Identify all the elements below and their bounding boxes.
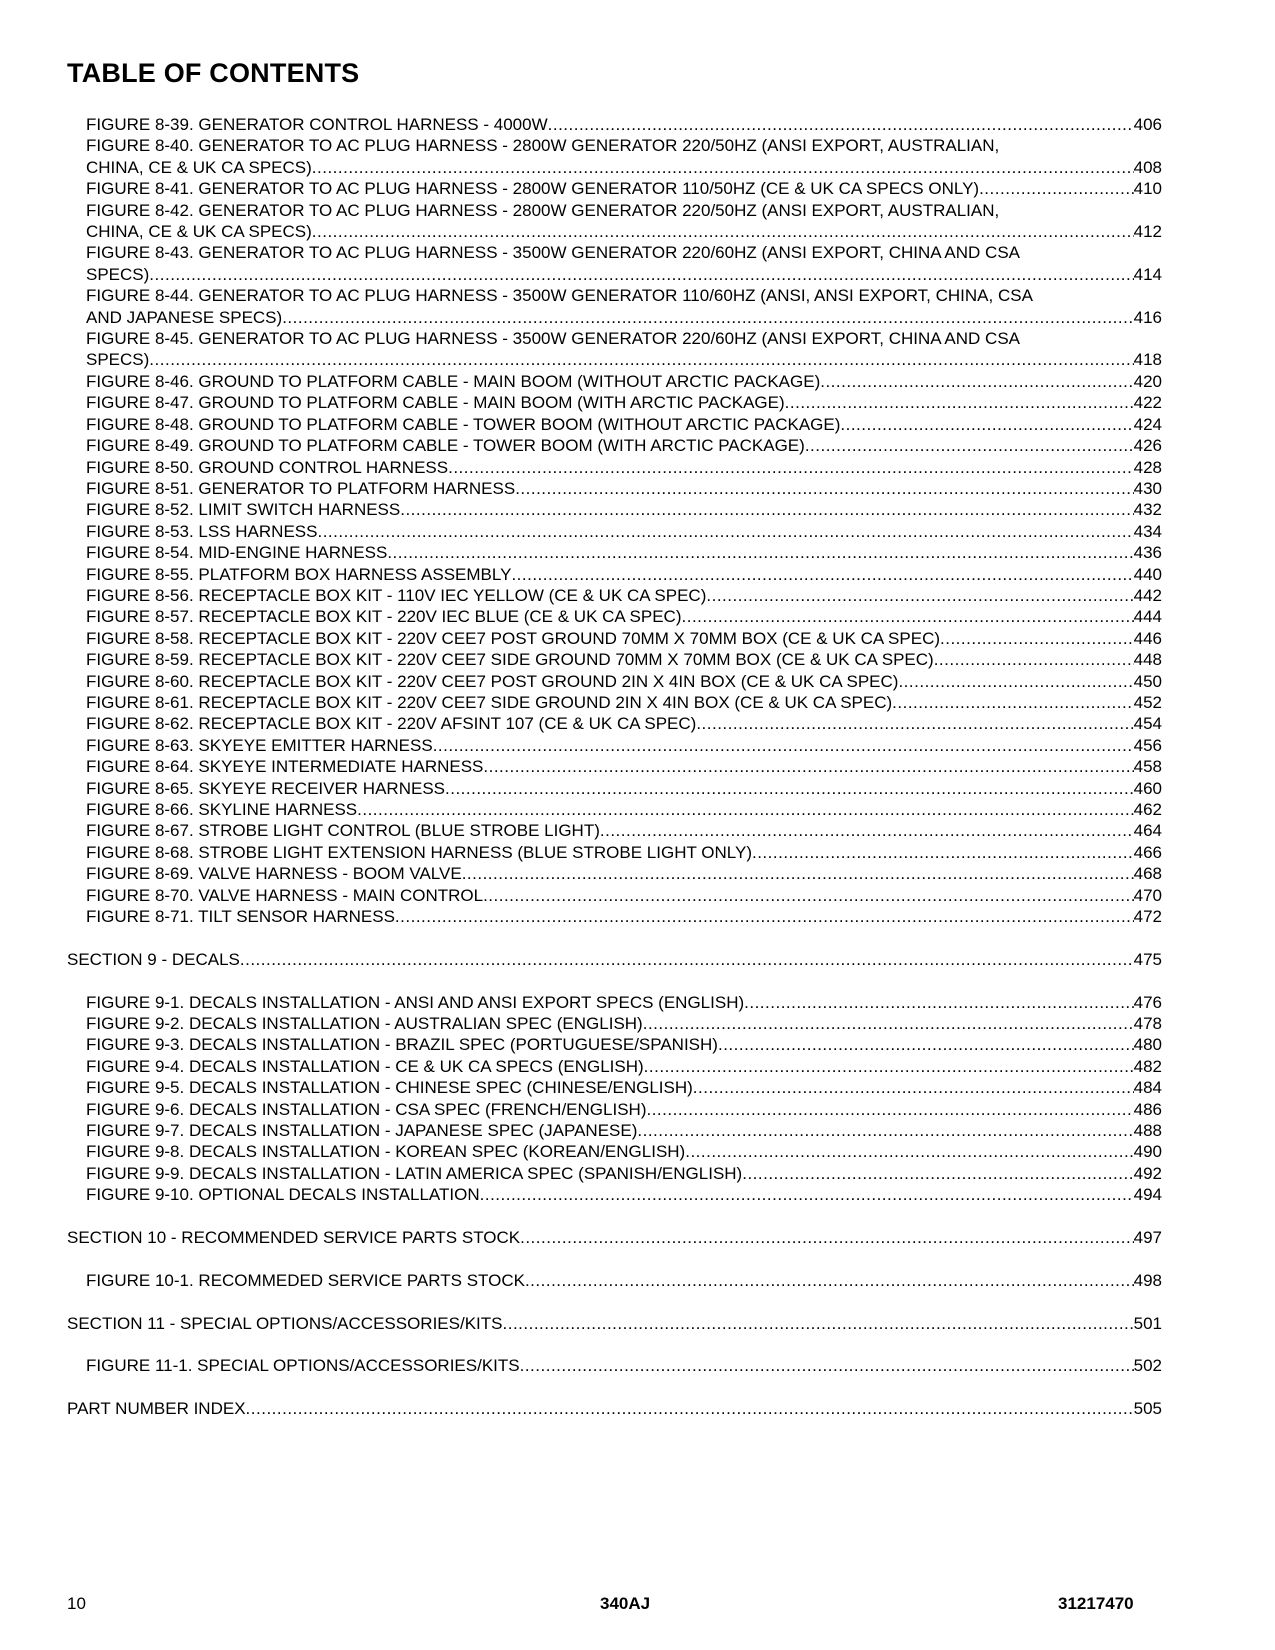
toc-entry-row (86, 307, 1162, 328)
toc-entry-row (86, 1099, 1162, 1120)
toc-entry-title: FIGURE 8-52. LIMIT SWITCH HARNESS (86, 500, 401, 520)
toc-entry-title: FIGURE 9-5. DECALS INSTALLATION - CHINESE SPEC (CHINESE/ENGLISH) (86, 1078, 693, 1098)
toc-page-number: 478 (1133, 1014, 1162, 1034)
dot-leader (979, 178, 1134, 199)
toc-page-number: 442 (1133, 585, 1162, 605)
dot-leader (548, 114, 1134, 135)
toc-entry-title: SECTION 10 - RECOMMENDED SERVICE PARTS STOCK (67, 1228, 521, 1248)
toc-entry-title: FIGURE 8-61. RECEPTACLE BOX KIT - 220V CEE7 SIDE GROUND 2IN X 4IN BOX (CE & UK CA SPEC) (86, 692, 893, 712)
toc-entry-row (86, 499, 1162, 520)
toc-entry-title: FIGURE 9-6. DECALS INSTALLATION - CSA SPEC (FRENCH/ENGLISH) (86, 1099, 647, 1119)
toc-entry-title: FIGURE 9-10. OPTIONAL DECALS INSTALLATION (86, 1185, 480, 1205)
toc-entry-title: FIGURE 8-53. LSS HARNESS (86, 521, 318, 541)
toc-entry-title: FIGURE 11-1. SPECIAL OPTIONS/ACCESSORIES/KITS (86, 1356, 520, 1376)
toc-entry-title: SECTION 9 - DECALS (67, 949, 240, 969)
toc-entry-row (86, 820, 1162, 841)
toc-entry-title: FIGURE 8-50. GROUND CONTROL HARNESS (86, 457, 449, 477)
toc-entry-row (86, 671, 1162, 692)
dot-leader (940, 628, 1134, 649)
dot-leader (682, 606, 1134, 627)
toc-figure-entry[interactable] (67, 1163, 1162, 1184)
toc-entry-row (86, 756, 1162, 777)
toc-entry-title: FIGURE 8-71. TILT SENSOR HARNESS (86, 907, 395, 927)
dot-leader (483, 756, 1133, 777)
toc-page-number: 464 (1133, 821, 1162, 841)
toc-figure-entry[interactable] (67, 820, 1162, 841)
toc-entry-title: CHINA, CE & UK CA SPECS) (86, 222, 312, 242)
toc-page-number: 446 (1133, 628, 1162, 648)
toc-page-number: 426 (1133, 436, 1162, 456)
dot-leader (644, 1056, 1134, 1077)
toc-entry-title-line: FIGURE 8-42. GENERATOR TO AC PLUG HARNESS - 2800W GENERATOR 220/50HZ (ANSI EXPORT, AUSTRALIAN, (86, 200, 1000, 220)
toc-entry-title: FIGURE 10-1. RECOMMEDED SERVICE PARTS STOCK (86, 1270, 525, 1290)
toc-entry-row (67, 1313, 1162, 1334)
toc-figure-entry[interactable] (67, 457, 1162, 478)
toc-entry-title: AND JAPANESE SPECS) (86, 307, 283, 327)
dot-leader (400, 499, 1133, 520)
toc-section-entry[interactable] (67, 1398, 1162, 1419)
toc-figure-entry[interactable] (67, 435, 1162, 456)
toc-entry-row (86, 1013, 1162, 1034)
dot-leader (445, 778, 1134, 799)
toc-entry-row (86, 392, 1162, 413)
toc-entry-row (86, 906, 1162, 927)
toc-entry-title: FIGURE 8-54. MID-ENGINE HARNESS (86, 543, 388, 563)
dot-leader (934, 649, 1134, 670)
toc-entry-title: FIGURE 8-59. RECEPTACLE BOX KIT - 220V CEE7 SIDE GROUND 70MM X 70MM BOX (CE & UK CA SPEC) (86, 650, 934, 670)
table-of-contents (67, 114, 1162, 1420)
toc-entry-title-line: FIGURE 8-45. GENERATOR TO AC PLUG HARNESS - 3500W GENERATOR 220/60HZ (ANSI EXPORT, CHINA AND CSA (86, 329, 1021, 349)
toc-entry-title: FIGURE 8-49. GROUND TO PLATFORM CABLE - TOWER BOOM (WITH ARCTIC PACKAGE) (86, 436, 805, 456)
toc-page-number: 406 (1133, 115, 1162, 134)
toc-page-number: 414 (1133, 264, 1162, 284)
toc-figure-entry[interactable] (67, 542, 1162, 563)
toc-page-number: 428 (1133, 457, 1162, 477)
toc-entry-title: FIGURE 9-7. DECALS INSTALLATION - JAPANESE SPEC (JAPANESE) (86, 1121, 638, 1141)
toc-page-number: 484 (1133, 1078, 1162, 1098)
dot-leader (395, 906, 1134, 927)
toc-entry-title: SECTION 11 - SPECIAL OPTIONS/ACCESSORIES/KITS (67, 1313, 503, 1333)
toc-page-number: 460 (1133, 778, 1162, 798)
toc-page-number: 486 (1133, 1099, 1162, 1119)
toc-entry-row (86, 542, 1162, 563)
toc-entry-title: SPECS) (86, 350, 150, 370)
toc-page-number: 432 (1133, 500, 1162, 520)
toc-page-number: 502 (1133, 1356, 1162, 1376)
toc-entry-row (86, 1056, 1162, 1077)
toc-entry-row (86, 842, 1162, 863)
toc-figure-entry[interactable] (67, 585, 1162, 606)
toc-figure-entry[interactable] (67, 1099, 1162, 1120)
toc-entry-title: PART NUMBER INDEX (67, 1399, 246, 1419)
dot-leader (149, 264, 1133, 285)
toc-entry-row (86, 114, 1162, 135)
toc-page-number: 440 (1133, 564, 1162, 584)
toc-figure-entry[interactable] (67, 1120, 1162, 1141)
page-title: TABLE OF CONTENTS (67, 58, 360, 88)
toc-page-number: 420 (1133, 371, 1162, 391)
toc-page-number: 434 (1133, 521, 1162, 541)
toc-entry-row (86, 1077, 1162, 1098)
toc-entry-row (67, 1227, 1162, 1248)
toc-figure-entry[interactable] (67, 1355, 1162, 1376)
toc-page-number: 475 (1133, 949, 1162, 969)
toc-page-number: 505 (1133, 1399, 1162, 1419)
toc-page-number: 450 (1133, 671, 1162, 691)
dot-leader (515, 478, 1133, 499)
toc-entry-row (86, 564, 1162, 585)
dot-leader (511, 564, 1133, 585)
toc-figure-entry[interactable] (67, 842, 1162, 863)
dot-leader (312, 157, 1134, 178)
toc-figure-entry[interactable] (67, 200, 1162, 243)
dot-leader (525, 1270, 1134, 1291)
dot-leader (462, 863, 1134, 884)
toc-figure-entry[interactable] (67, 649, 1162, 670)
dot-leader (752, 842, 1134, 863)
toc-page-number: 410 (1133, 179, 1162, 199)
toc-page-number: 466 (1133, 842, 1162, 862)
dot-leader (433, 735, 1134, 756)
dot-leader (357, 799, 1133, 820)
toc-entry-title: FIGURE 8-58. RECEPTACLE BOX KIT - 220V CEE7 POST GROUND 70MM X 70MM BOX (CE & UK CA SPEC) (86, 628, 941, 648)
dot-leader (312, 221, 1134, 242)
toc-figure-entry[interactable] (67, 671, 1162, 692)
toc-entry-row (86, 735, 1162, 756)
toc-entry-row (86, 692, 1162, 713)
toc-entry-row (86, 885, 1162, 906)
dot-leader (706, 585, 1133, 606)
toc-entry-row (86, 435, 1162, 456)
toc-entry-title: FIGURE 8-56. RECEPTACLE BOX KIT - 110V IEC YELLOW (CE & UK CA SPEC) (86, 585, 707, 605)
toc-entry-title: FIGURE 8-63. SKYEYE EMITTER HARNESS (86, 735, 433, 755)
toc-page-number: 436 (1133, 543, 1162, 563)
toc-figure-entry[interactable] (67, 178, 1162, 199)
dot-leader (282, 307, 1133, 328)
dot-leader (840, 414, 1133, 435)
toc-figure-entry[interactable] (67, 114, 1162, 135)
toc-figure-entry[interactable] (67, 328, 1162, 371)
toc-entry-title: FIGURE 8-66. SKYLINE HARNESS (86, 800, 358, 819)
toc-entry-row (86, 585, 1162, 606)
toc-figure-entry[interactable] (67, 735, 1162, 756)
toc-entry-title: FIGURE 8-64. SKYEYE INTERMEDIATE HARNESS (86, 757, 484, 777)
toc-entry-row (86, 371, 1162, 392)
dot-leader (693, 1077, 1134, 1098)
dot-leader (480, 1184, 1134, 1205)
toc-page-number: 482 (1133, 1056, 1162, 1076)
toc-figure-entry[interactable] (67, 799, 1162, 820)
toc-page-number: 492 (1133, 1163, 1162, 1183)
toc-entry-row (86, 478, 1162, 499)
toc-entry-title: FIGURE 9-2. DECALS INSTALLATION - AUSTRALIAN SPEC (ENGLISH) (86, 1014, 643, 1034)
dot-leader (149, 349, 1133, 370)
toc-page-number: 430 (1133, 478, 1162, 498)
toc-page-number: 444 (1133, 607, 1162, 627)
dot-leader (637, 1120, 1133, 1141)
toc-entry-row (86, 628, 1162, 649)
toc-figure-entry[interactable] (67, 478, 1162, 499)
dot-leader (646, 1099, 1133, 1120)
toc-figure-entry[interactable] (67, 564, 1162, 585)
dot-leader (685, 1141, 1133, 1162)
toc-page-number: 412 (1133, 222, 1162, 242)
dot-leader (483, 885, 1134, 906)
dot-leader (696, 713, 1133, 734)
toc-page-number: 480 (1133, 1035, 1162, 1055)
toc-entry-title: FIGURE 8-60. RECEPTACLE BOX KIT - 220V CEE7 POST GROUND 2IN X 4IN BOX (CE & UK CA SPEC) (86, 671, 899, 691)
toc-section-entry[interactable] (67, 1313, 1162, 1334)
toc-entry-row (86, 414, 1162, 435)
toc-figure-entry[interactable] (67, 1184, 1162, 1205)
toc-entry-row (67, 1398, 1162, 1419)
toc-entry-title: FIGURE 9-8. DECALS INSTALLATION - KOREAN SPEC (KOREAN/ENGLISH) (86, 1142, 686, 1162)
toc-figure-entry[interactable] (67, 992, 1162, 1013)
toc-entry-row (86, 649, 1162, 670)
toc-entry-row (86, 1120, 1162, 1141)
dot-leader (785, 392, 1134, 413)
toc-section-entry[interactable] (67, 1227, 1162, 1248)
footer-doc-number: 31217470 (1058, 1594, 1134, 1613)
toc-entry-title: CHINA, CE & UK CA SPECS) (86, 157, 312, 177)
toc-entry-title-line: FIGURE 8-40. GENERATOR TO AC PLUG HARNESS - 2800W GENERATOR 220/50HZ (ANSI EXPORT, AUSTRALIAN, (86, 136, 1000, 156)
toc-entry-row (86, 1141, 1162, 1162)
toc-figure-entry[interactable] (67, 713, 1162, 734)
toc-figure-entry[interactable] (67, 692, 1162, 713)
toc-entry-title: FIGURE 8-67. STROBE LIGHT CONTROL (BLUE STROBE LIGHT) (86, 821, 600, 841)
toc-entry-row (67, 949, 1162, 970)
footer-page-number: 10 (67, 1594, 86, 1613)
toc-figure-entry[interactable] (67, 499, 1162, 520)
toc-entry-title-line: FIGURE 8-44. GENERATOR TO AC PLUG HARNESS - 3500W GENERATOR 110/60HZ (ANSI, ANSI EXPORT, CHINA, CSA (86, 286, 1033, 306)
toc-entry-title: FIGURE 8-65. SKYEYE RECEIVER HARNESS (86, 778, 445, 798)
toc-entry-row (86, 1270, 1162, 1291)
toc-figure-entry[interactable] (67, 885, 1162, 906)
toc-entry-title: FIGURE 9-9. DECALS INSTALLATION - LATIN AMERICA SPEC (SPANISH/ENGLISH) (86, 1163, 743, 1183)
dot-leader (898, 671, 1133, 692)
toc-page-number: 490 (1133, 1142, 1162, 1162)
toc-entry-title: FIGURE 8-62. RECEPTACLE BOX KIT - 220V AFSINT 107 (CE & UK CA SPEC) (86, 714, 697, 734)
toc-entry-title: FIGURE 8-46. GROUND TO PLATFORM CABLE - MAIN BOOM (WITHOUT ARCTIC PACKAGE) (86, 371, 821, 391)
toc-figure-entry[interactable] (67, 1056, 1162, 1077)
toc-figure-entry[interactable] (67, 1141, 1162, 1162)
toc-figure-entry[interactable] (67, 414, 1162, 435)
dot-leader (520, 1355, 1134, 1376)
dot-leader (643, 1013, 1134, 1034)
toc-figure-entry[interactable] (67, 1270, 1162, 1291)
toc-entry-row (86, 157, 1162, 178)
toc-figure-entry[interactable] (67, 242, 1162, 285)
dot-leader (503, 1313, 1134, 1334)
dot-leader (892, 692, 1133, 713)
toc-page-number: 498 (1133, 1270, 1162, 1290)
toc-entry-row (86, 264, 1162, 285)
toc-page-number: 422 (1133, 393, 1162, 413)
toc-figure-entry[interactable] (67, 285, 1162, 328)
toc-page-number: 448 (1133, 650, 1162, 670)
toc-page-number: 494 (1133, 1185, 1162, 1205)
toc-entry-title: FIGURE 8-39. GENERATOR CONTROL HARNESS - 4000W (86, 115, 548, 134)
toc-entry-title: FIGURE 8-69. VALVE HARNESS - BOOM VALVE (86, 864, 462, 884)
toc-figure-entry[interactable] (67, 1013, 1162, 1034)
dot-leader (805, 435, 1134, 456)
toc-page-number: 472 (1133, 907, 1162, 927)
toc-entry-title: FIGURE 9-4. DECALS INSTALLATION - CE & UK CA SPECS (ENGLISH) (86, 1056, 644, 1076)
toc-figure-entry[interactable] (67, 1077, 1162, 1098)
toc-entry-row (86, 778, 1162, 799)
toc-entry-row (86, 1355, 1162, 1376)
dot-leader (820, 371, 1133, 392)
toc-page-number: 416 (1133, 307, 1162, 327)
toc-page-number: 456 (1133, 735, 1162, 755)
toc-page-number: 424 (1133, 414, 1162, 434)
toc-page-number: 470 (1133, 885, 1162, 905)
toc-page-number: 452 (1133, 692, 1162, 712)
toc-section-entry[interactable] (67, 949, 1162, 970)
toc-page-number: 418 (1133, 350, 1162, 370)
toc-entry-title: FIGURE 8-48. GROUND TO PLATFORM CABLE - TOWER BOOM (WITHOUT ARCTIC PACKAGE) (86, 414, 841, 434)
toc-figure-entry[interactable] (67, 521, 1162, 542)
toc-entry-row (86, 799, 1162, 820)
dot-leader (317, 521, 1133, 542)
toc-entry-row (86, 606, 1162, 627)
toc-page-number: 462 (1133, 800, 1162, 819)
toc-page-number: 501 (1133, 1313, 1162, 1333)
toc-entry-row (86, 713, 1162, 734)
dot-leader (240, 949, 1134, 970)
toc-figure-entry[interactable] (67, 756, 1162, 777)
toc-figure-entry[interactable] (67, 863, 1162, 884)
dot-leader (744, 992, 1133, 1013)
toc-entry-row (86, 1163, 1162, 1184)
toc-entry-row (86, 457, 1162, 478)
toc-entry-row (86, 992, 1162, 1013)
toc-figure-entry[interactable] (67, 778, 1162, 799)
toc-figure-entry[interactable] (67, 606, 1162, 627)
toc-entry-row (86, 521, 1162, 542)
toc-entry-title: FIGURE 9-3. DECALS INSTALLATION - BRAZIL SPEC (PORTUGUESE/SPANISH) (86, 1035, 718, 1055)
toc-entry-row (86, 178, 1162, 199)
toc-figure-entry[interactable] (67, 906, 1162, 927)
footer-model: 340AJ (600, 1594, 651, 1613)
toc-page-number: 476 (1133, 992, 1162, 1012)
toc-figure-entry[interactable] (67, 628, 1162, 649)
toc-entry-row (86, 863, 1162, 884)
toc-figure-entry[interactable] (67, 392, 1162, 413)
dot-leader (387, 542, 1133, 563)
toc-page-number: 468 (1133, 864, 1162, 884)
toc-page-number: 497 (1133, 1228, 1162, 1248)
toc-entry-title: FIGURE 8-55. PLATFORM BOX HARNESS ASSEMBLY (86, 564, 512, 584)
toc-entry-title: FIGURE 8-68. STROBE LIGHT EXTENSION HARNESS (BLUE STROBE LIGHT ONLY) (86, 842, 752, 862)
toc-page-number: 488 (1133, 1121, 1162, 1141)
toc-entry-row (86, 1034, 1162, 1055)
toc-page-number: 458 (1133, 757, 1162, 777)
toc-entry-title: FIGURE 8-41. GENERATOR TO AC PLUG HARNESS - 2800W GENERATOR 110/50HZ (CE & UK CA SPECS ONLY) (86, 179, 980, 199)
toc-entry-row (86, 221, 1162, 242)
toc-entry-title-line: FIGURE 8-43. GENERATOR TO AC PLUG HARNESS - 3500W GENERATOR 220/60HZ (ANSI EXPORT, CHINA AND CSA (86, 243, 1021, 263)
dot-leader (520, 1227, 1134, 1248)
toc-entry-title: FIGURE 8-51. GENERATOR TO PLATFORM HARNESS (86, 478, 516, 498)
dot-leader (600, 820, 1134, 841)
dot-leader (246, 1398, 1134, 1419)
toc-entry-row (86, 1184, 1162, 1205)
toc-figure-entry[interactable] (67, 135, 1162, 178)
toc-entry-title: FIGURE 8-57. RECEPTACLE BOX KIT - 220V IEC BLUE (CE & UK CA SPEC) (86, 607, 682, 627)
toc-entry-title: FIGURE 8-47. GROUND TO PLATFORM CABLE - MAIN BOOM (WITH ARCTIC PACKAGE) (86, 393, 785, 413)
toc-figure-entry[interactable] (67, 371, 1162, 392)
toc-entry-title: FIGURE 9-1. DECALS INSTALLATION - ANSI AND ANSI EXPORT SPECS (ENGLISH) (86, 992, 745, 1012)
toc-page-number: 454 (1133, 714, 1162, 734)
dot-leader (448, 457, 1134, 478)
dot-leader (742, 1163, 1133, 1184)
toc-entry-title: FIGURE 8-70. VALVE HARNESS - MAIN CONTROL (86, 885, 484, 905)
toc-entry-title: SPECS) (86, 264, 150, 284)
toc-page-number: 408 (1133, 157, 1162, 177)
toc-figure-entry[interactable] (67, 1034, 1162, 1055)
dot-leader (718, 1034, 1134, 1055)
toc-entry-row (86, 349, 1162, 370)
